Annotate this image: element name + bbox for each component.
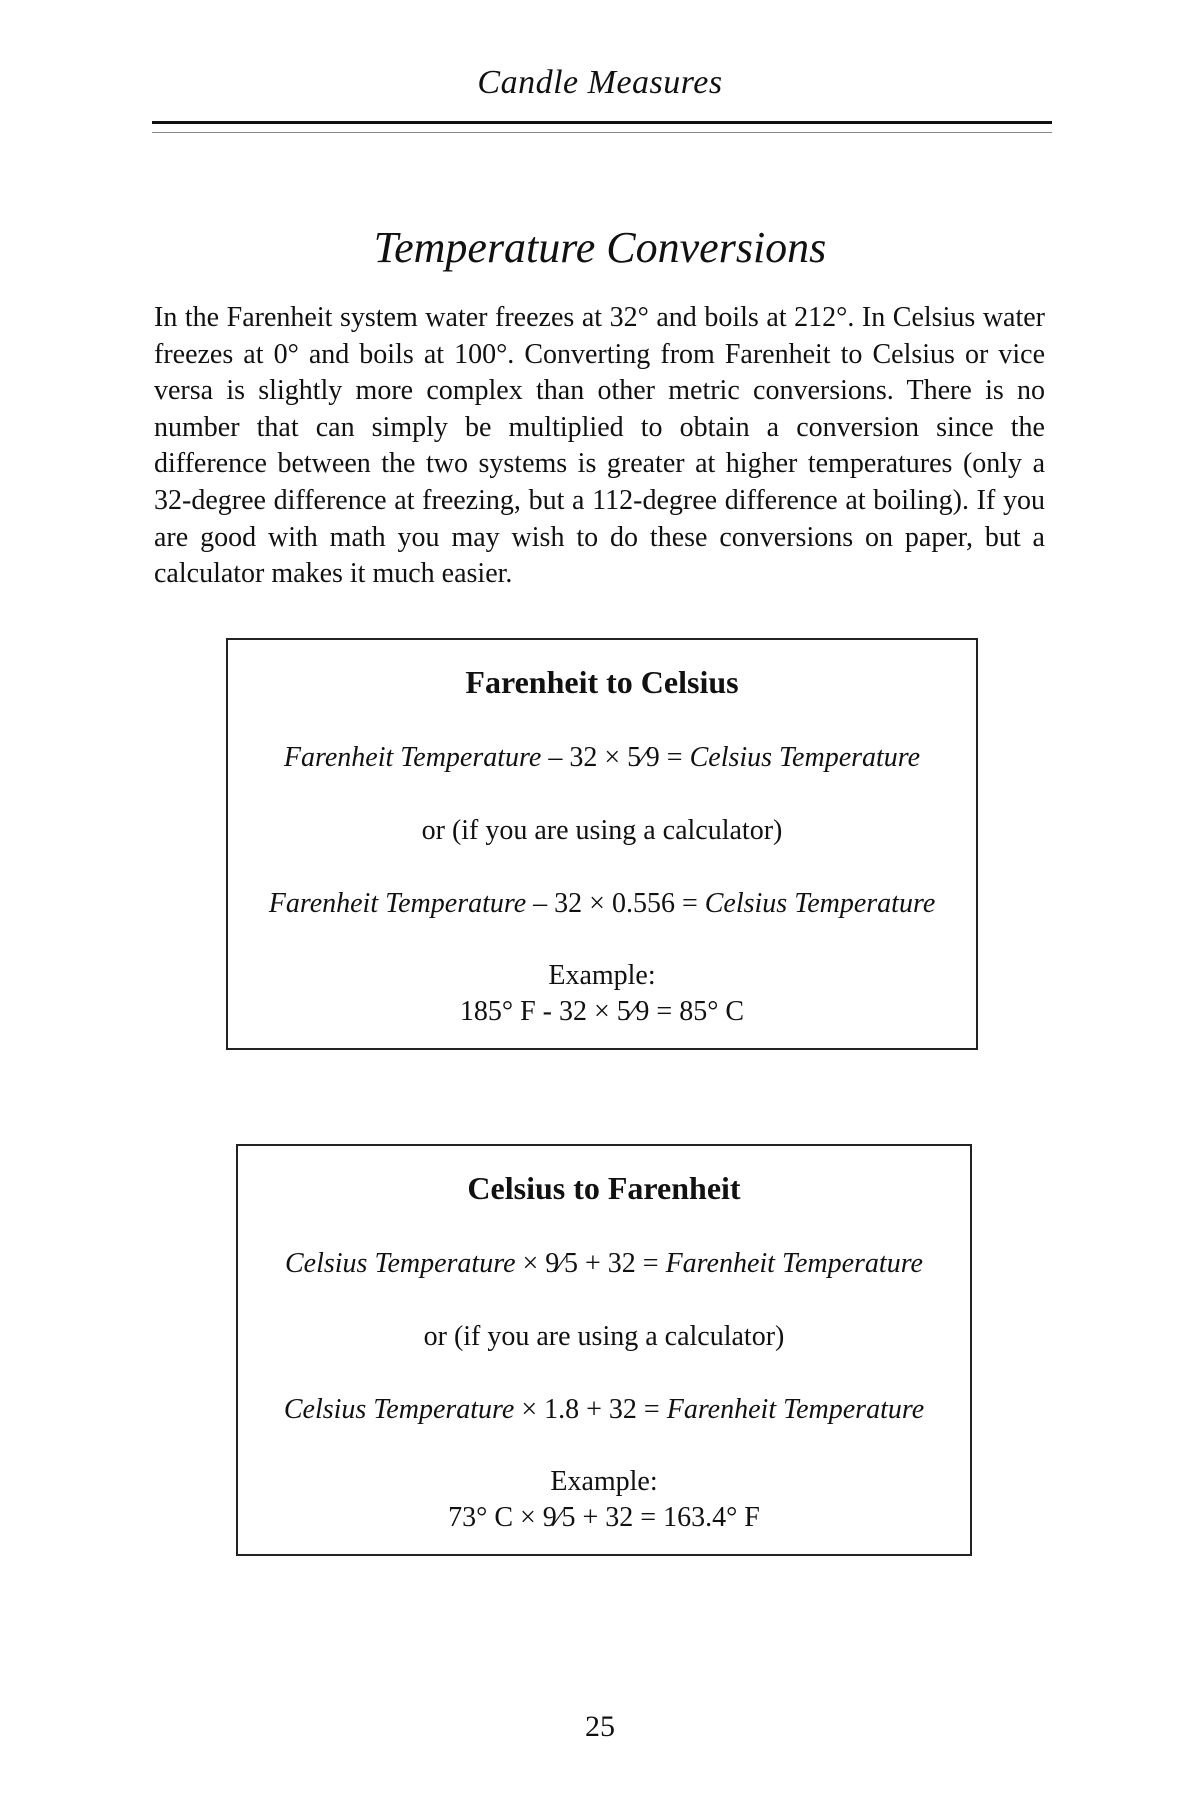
- decimal-formula: [228, 888, 976, 920]
- running-header: Candle Measures: [477, 64, 723, 101]
- fraction-formula: [228, 742, 976, 774]
- example-value: 73° C × 9⁄5 + 32 = 163.4° F: [448, 1502, 760, 1533]
- header-rule-thin: [152, 132, 1052, 133]
- formula-rhs: Farenheit Temperature: [665, 1248, 923, 1279]
- formula-lhs: Farenheit Temperature: [268, 888, 527, 919]
- box-title: Celsius to Farenheit: [467, 1170, 741, 1206]
- formula-rhs: Celsius Temperature: [704, 888, 936, 919]
- formula-operator: – 32 × 5⁄9 =: [541, 742, 690, 773]
- header-rule-thick: [152, 121, 1052, 124]
- decimal-formula: [238, 1394, 970, 1426]
- formula-operator: – 32 × 0.556 =: [526, 888, 705, 919]
- farenheit-to-celsius-box: [226, 638, 978, 1050]
- formula-operator: × 9⁄5 + 32 =: [515, 1248, 666, 1279]
- formula-rhs: Farenheit Temperature: [666, 1394, 925, 1425]
- example-label: Example:: [548, 960, 656, 991]
- section-title: Temperature Conversions: [373, 223, 827, 272]
- formula-operator: × 1.8 + 32 =: [514, 1394, 667, 1425]
- formula-lhs: Celsius Temperature: [285, 1248, 516, 1279]
- box-title: Farenheit to Celsius: [465, 664, 739, 700]
- formula-lhs: Celsius Temperature: [283, 1394, 515, 1425]
- formula-rhs: Celsius Temperature: [689, 742, 921, 773]
- calculator-note: or (if you are using a calculator): [423, 1321, 785, 1352]
- page-number: 25: [585, 1710, 615, 1743]
- example-value: 185° F - 32 × 5⁄9 = 85° C: [459, 996, 745, 1027]
- formula-lhs: Farenheit Temperature: [283, 742, 542, 773]
- calculator-note: or (if you are using a calculator): [421, 815, 783, 846]
- celsius-to-farenheit-box: [236, 1144, 972, 1556]
- fraction-formula: [238, 1248, 970, 1280]
- intro-paragraph: In the Farenheit system water freezes at 32° and boils at 212°. In Celsius water freezes at 0° and boils at 100°. Converting from Farenheit to Celsius or vice versa is slightly more complex than other metric conversions. There is no number that can simply be multiplied to obtain a conversion since the difference between the two systems is greater at higher temperatures (only a 32-degree difference at freezing, but a 112-degree difference at boiling). If you are good with math you may wish to do these conversions on paper, but a calculator makes it much easier.: [154, 302, 1045, 590]
- example-label: Example:: [550, 1466, 658, 1497]
